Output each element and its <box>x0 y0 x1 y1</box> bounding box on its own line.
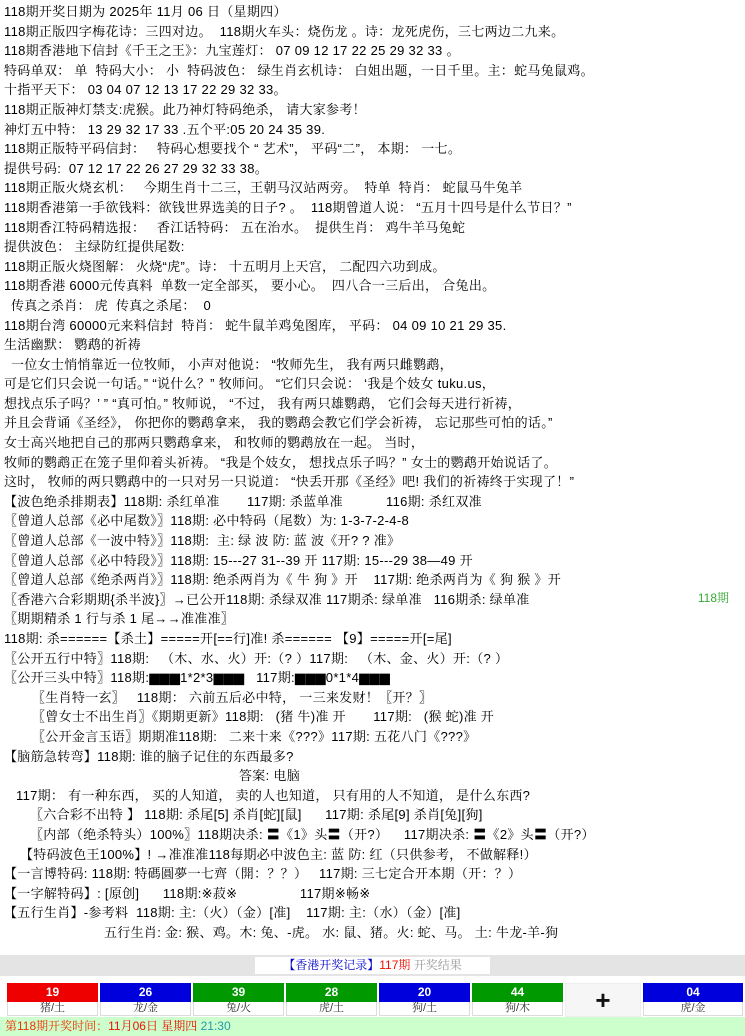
ball-number: 19 <box>7 983 98 1002</box>
text-line: 118期: 杀======【杀土】=====开[==行]准! 杀====== 【9】=====开[=尾] <box>4 631 452 646</box>
text-line: 118期开奖日期为 2025年 11月 06 日（星期四） <box>4 4 287 19</box>
ball-number: 04 <box>643 983 743 1002</box>
result-ball-cell <box>472 983 563 1017</box>
text-line: 并且会背诵《圣经》， 你把你的鹦鹉拿来， 我的鹦鹉会教它们学会祈祷， 忘记那些可怕的话。” <box>4 415 553 431</box>
text-line: 提供波色： 主绿防红提供尾数: <box>4 239 185 255</box>
result-ball-cell <box>7 983 98 1017</box>
ball-number: 39 <box>193 983 284 1002</box>
text-line: 这时， 牧师的两只鹦鹉中的一只对另一只说道： “快丢开那《圣经》吧! 我们的祈祷终于实现了！” <box>4 474 575 490</box>
text-line: 【波色绝杀排期表】118期: 杀红单准 117期: 杀蓝单准 116期: 杀红双准 <box>4 493 482 509</box>
text-line: 〖六合彩不出特 】 118期: 杀尾[5] 杀肖[蛇][鼠] 117期: 杀尾[9] 杀肖[兔][狗] <box>30 807 483 823</box>
result-ball-cell <box>286 983 377 1017</box>
result-strip <box>0 983 745 1017</box>
text-line: 118期香港 6000元传真料 单数一定全部买， 要小心。 四八合一三后出， 合兔出。 <box>4 278 496 294</box>
ball-zodiac-element-label: 龙/金 <box>100 1002 191 1016</box>
text-line: 【一言博特码: 118期: 特碼圓夢一七齊（開：？？） 117期: 三七定合开本期（开：？） <box>4 866 522 882</box>
text-line: 【脑筋急转弯】118期: 谁的脑子记住的东西最多? <box>4 748 294 764</box>
text-line: 118期正版四字梅花诗：三四对边。 118期火车头：烧伤龙 。诗：龙死虎伤，三七两边二九来。 <box>4 23 565 39</box>
text-line: 传真之杀肖： 虎 传真之杀尾： 0 <box>11 297 211 313</box>
text-line: 118期正版特平码信封： 特码心想要找个 “ 艺术”， 平码“二”， 本期： 一七。 <box>4 141 462 157</box>
text-line: 118期香港地下信封《千王之王》：九宝莲灯： 07 09 12 17 22 25 29 32 33 。 <box>4 43 460 59</box>
record-suffix: 开奖结果 <box>410 958 462 972</box>
ball-zodiac-element-label: 狗/木 <box>472 1002 563 1016</box>
text-line: 118期正版火烧图解： 火烧“虎”。诗： 十五明月上天宫， 二配四六功到成。 <box>4 258 446 274</box>
result-ball-cell <box>100 983 191 1017</box>
plus-icon: + <box>595 985 611 1015</box>
plus-separator <box>565 983 641 1017</box>
content-lines <box>4 2 743 943</box>
text-line: 〖公开三头中特〗118期:▆▆▆1*2*3▆▆▆ 117期:▆▆▆0*1*4▆▆▆ <box>4 670 390 686</box>
ball-number: 20 <box>379 983 470 1002</box>
next-draw-time: 21:30 <box>200 1019 231 1033</box>
text-line: 女士高兴地把自己的那两只鹦鹉拿来， 和牧师的鹦鹉放在一起。 当时， <box>4 435 425 451</box>
text-line: 神灯五中特： 13 29 32 17 33 .五个平:05 20 24 35 39. <box>4 121 326 137</box>
text-line: 〖香港六合彩期期{杀半波}〗→已公开118期: 杀绿双准 117期杀: 绿单准 116期杀: 绿单准 <box>4 591 530 607</box>
next-draw-date: 11月06日 星期四 <box>108 1019 201 1033</box>
text-line: 特码单双： 单 特码大小： 小 特码波色： 绿生肖玄机诗： 白姐出题，一日千里。主：蛇马兔鼠鸡。 <box>4 62 594 78</box>
ball-zodiac-element-label: 虎/土 <box>286 1002 377 1016</box>
result-ball-cell <box>379 983 470 1017</box>
result-ball-cell <box>643 983 743 1017</box>
text-line: 118期台湾 60000元来料信封 特肖： 蛇牛鼠羊鸡兔图库， 平码： 04 09 10 21 29 35. <box>4 317 507 333</box>
text-line: 〖曾女士不出生肖〗《期期更新》118期: (猪 牛)准 开 117期: (猴 蛇)准 开 <box>32 709 495 725</box>
result-ball-cell <box>193 983 284 1017</box>
ball-zodiac-element-label: 兔/火 <box>193 1002 284 1016</box>
hk-record-link[interactable]: 【香港开奖记录】 <box>283 958 380 972</box>
issue-side-note: 118期 <box>697 591 729 605</box>
text-line: 答案: 电脑 <box>239 768 301 784</box>
ball-zodiac-element-label: 猪/土 <box>7 1002 98 1016</box>
record-box <box>255 957 490 974</box>
lottery-record-bar <box>0 955 745 976</box>
text-line: 〖期期精杀 1 行与杀 1 尾→→准准准〗 <box>4 611 235 627</box>
text-line: 五行生肖: 金: 猴、鸡。木: 兔、-虎。 水: 鼠、猪。火: 蛇、马。 土: 牛龙-羊-狗 <box>104 924 559 940</box>
next-draw-bar <box>0 1017 745 1036</box>
text-line: 118期香港第一手欲钱料：欲钱世界选美的日子? 。 118期曾道人说： “五月十四号是什么节日？” <box>4 199 572 215</box>
text-line: 提供号码: 07 12 17 22 26 27 29 32 33 38。 <box>4 160 269 176</box>
text-line: 【五行生肖】-参考料 118期: 主:（火）（金）[准] 117期: 主:（水）（金）[准] <box>4 905 461 921</box>
text-line: 〖曾道人总部《必中尾数》〗118期: 必中特码（尾数）为: 1-3-7-2-4-8 <box>4 513 409 529</box>
text-line: 【特码波色王100%】! →准准准118每期必中波色主: 蓝 防: 红（只供参考， 不做解释!） <box>20 846 537 862</box>
text-line: 〖生肖特一玄〗 118期： 六前五后必中特， 一三来发财！〖开？〗 <box>32 689 433 705</box>
text-line: 想找点乐子吗？’ ” “真可怕。” 牧师说， “不过， 我有两只雄鹦鹉， 它们会每天进行祈祷， <box>4 395 521 411</box>
ball-zodiac-element-label: 虎/金 <box>643 1002 743 1016</box>
ball-number: 28 <box>286 983 377 1002</box>
text-line: 〖内部（绝杀特头）100%〗118期决杀: 〓《1》头〓（开?） 117期决杀: 〓《2》头〓（开?） <box>30 826 595 842</box>
next-draw-prefix: 第118期开奖时间： <box>5 1019 109 1033</box>
text-line: 〖公开金言玉语〗期期准118期: 二来十来《???》117期: 五花八门《???》 <box>32 728 477 744</box>
text-line: 〖曾道人总部《一波中特》〗118期: 主: 绿 波 防: 蓝 波《开? ? 准》 <box>4 533 401 549</box>
text-line: 118期正版火烧玄机： 今期生肖十二三，王朝马汉站两旁。 特单 特肖： 蛇鼠马牛兔羊 <box>4 180 523 196</box>
record-issue: 117期 <box>379 958 411 972</box>
text-line: 〖曾道人总部《绝杀两肖》〗118期: 绝杀两肖为《 牛 狗 》开 117期: 绝杀两肖为《 狗 猴 》开 <box>4 572 562 588</box>
text-line: 一位女士悄悄靠近一位牧师， 小声对他说： “牧师先生， 我有两只雌鹦鹉， <box>11 356 453 372</box>
text-line: 〖曾道人总部《必中特段》〗118期: 15---27 31--39 开 117期: 15---29 38—49 开 <box>4 552 473 568</box>
text-line: 118期香江特码精选报： 香江话特码： 五在治水。 提供生肖： 鸡牛羊马兔蛇 <box>4 219 466 235</box>
ball-zodiac-element-label: 狗/土 <box>379 1002 470 1016</box>
text-line: 〖公开五行中特〗118期: （木、水、火）开:（? ）117期: （木、金、火）开:（? ） <box>4 650 509 666</box>
text-line: 117期： 有一种东西， 买的人知道， 卖的人也知道， 只有用的人不知道， 是什么东西? <box>16 787 531 803</box>
text-line: 牧师的鹦鹉正在笼子里仰着头祈祷。 “我是个妓女， 想找点乐子吗？” 女士的鹦鹉开始说话了。 <box>4 454 557 470</box>
text-line: 118期正版神灯禁支:虎猴。此乃神灯特码绝杀， 请大家参考！ <box>4 101 366 117</box>
text-line: 【一字解特码】: [原创] 118期:※菽※ 117期※畅※ <box>4 885 371 901</box>
text-line: 可是它们只会说一句话。” “说什么？” 牧师问。 “它们只会说： ‘我是个妓女 tuku.us， <box>4 376 496 392</box>
ball-number: 26 <box>100 983 191 1002</box>
text-line: 十指平天下： 03 04 07 12 13 17 22 29 32 33。 <box>4 82 287 98</box>
text-line: 生活幽默： 鹦鹉的祈祷 <box>4 337 141 353</box>
ball-number: 44 <box>472 983 563 1002</box>
